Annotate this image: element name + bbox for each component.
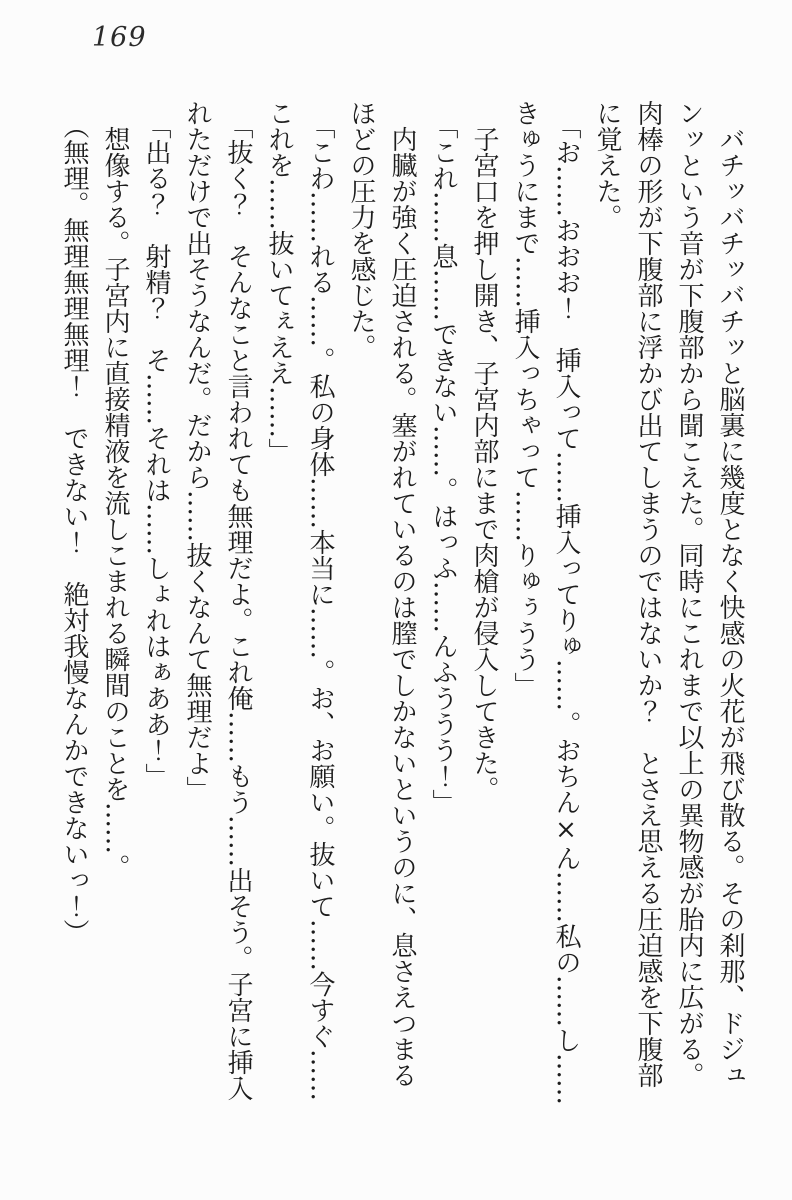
text-column-9: 内臓が強く圧迫される。塞がれているのは膣でしかないというのに、息さえつまる xyxy=(387,126,417,1088)
text-column-4: に覚えた。 xyxy=(592,100,622,230)
text-column-14: れただけで出そうなんだ。だから……抜くなんて無理だよ」 xyxy=(182,100,212,802)
text-column-7: 子宮口を押し開き、子宮内部にまで肉槍が侵入してきた。 xyxy=(469,126,499,802)
text-column-17: （無理。無理無理無理！ できない！ 絶対我慢なんかできないっ！） xyxy=(59,113,89,945)
text-column-5: 「お……おおお！ 挿入って……挿入ってりゅ……。おちん×ん……私の……し…… xyxy=(551,113,581,1105)
text-column-3: 肉棒の形が下腹部に浮かび出てしまうのではないか？ とさえ思える圧迫感を下腹部 xyxy=(633,100,663,1088)
text-column-10: ほどの圧力を感じた。 xyxy=(346,100,376,360)
text-column-2: ンッという音が下腹部から聞こえた。同時にこれまで以上の異物感が胎内に広がる。 xyxy=(674,100,704,1088)
text-column-16: 想像する。子宮内に直接精液を流しこまれる瞬間のことを……。 xyxy=(100,126,130,880)
vertical-text-block xyxy=(53,100,750,1130)
text-column-13: 「抜く？ そんなこと言われても無理だよ。これ俺……もう……出そう。子宮に挿入 xyxy=(223,113,253,1101)
page-number: 169 xyxy=(92,22,147,53)
text-column-11: 「こわ……れる……。私の身体……本当に……。お、お願い。抜いて……今すぐ…… xyxy=(305,113,335,1101)
text-column-6: きゅうにまで……挿入っちゃって……りゅぅうう」 xyxy=(510,100,540,698)
text-column-15: 「出る？ 射精？ そ……それは……しょれはぁああ！」 xyxy=(141,113,171,789)
text-column-12: これを……抜いてぇええ……」 xyxy=(264,100,294,464)
text-column-1: バチッバチッバチッと脳裏に幾度となく快感の火花が飛び散る。その刹那、ドジュ xyxy=(715,126,745,1088)
text-column-8: 「これ……息……できない……。はっふ……んふううう！」 xyxy=(428,113,458,815)
